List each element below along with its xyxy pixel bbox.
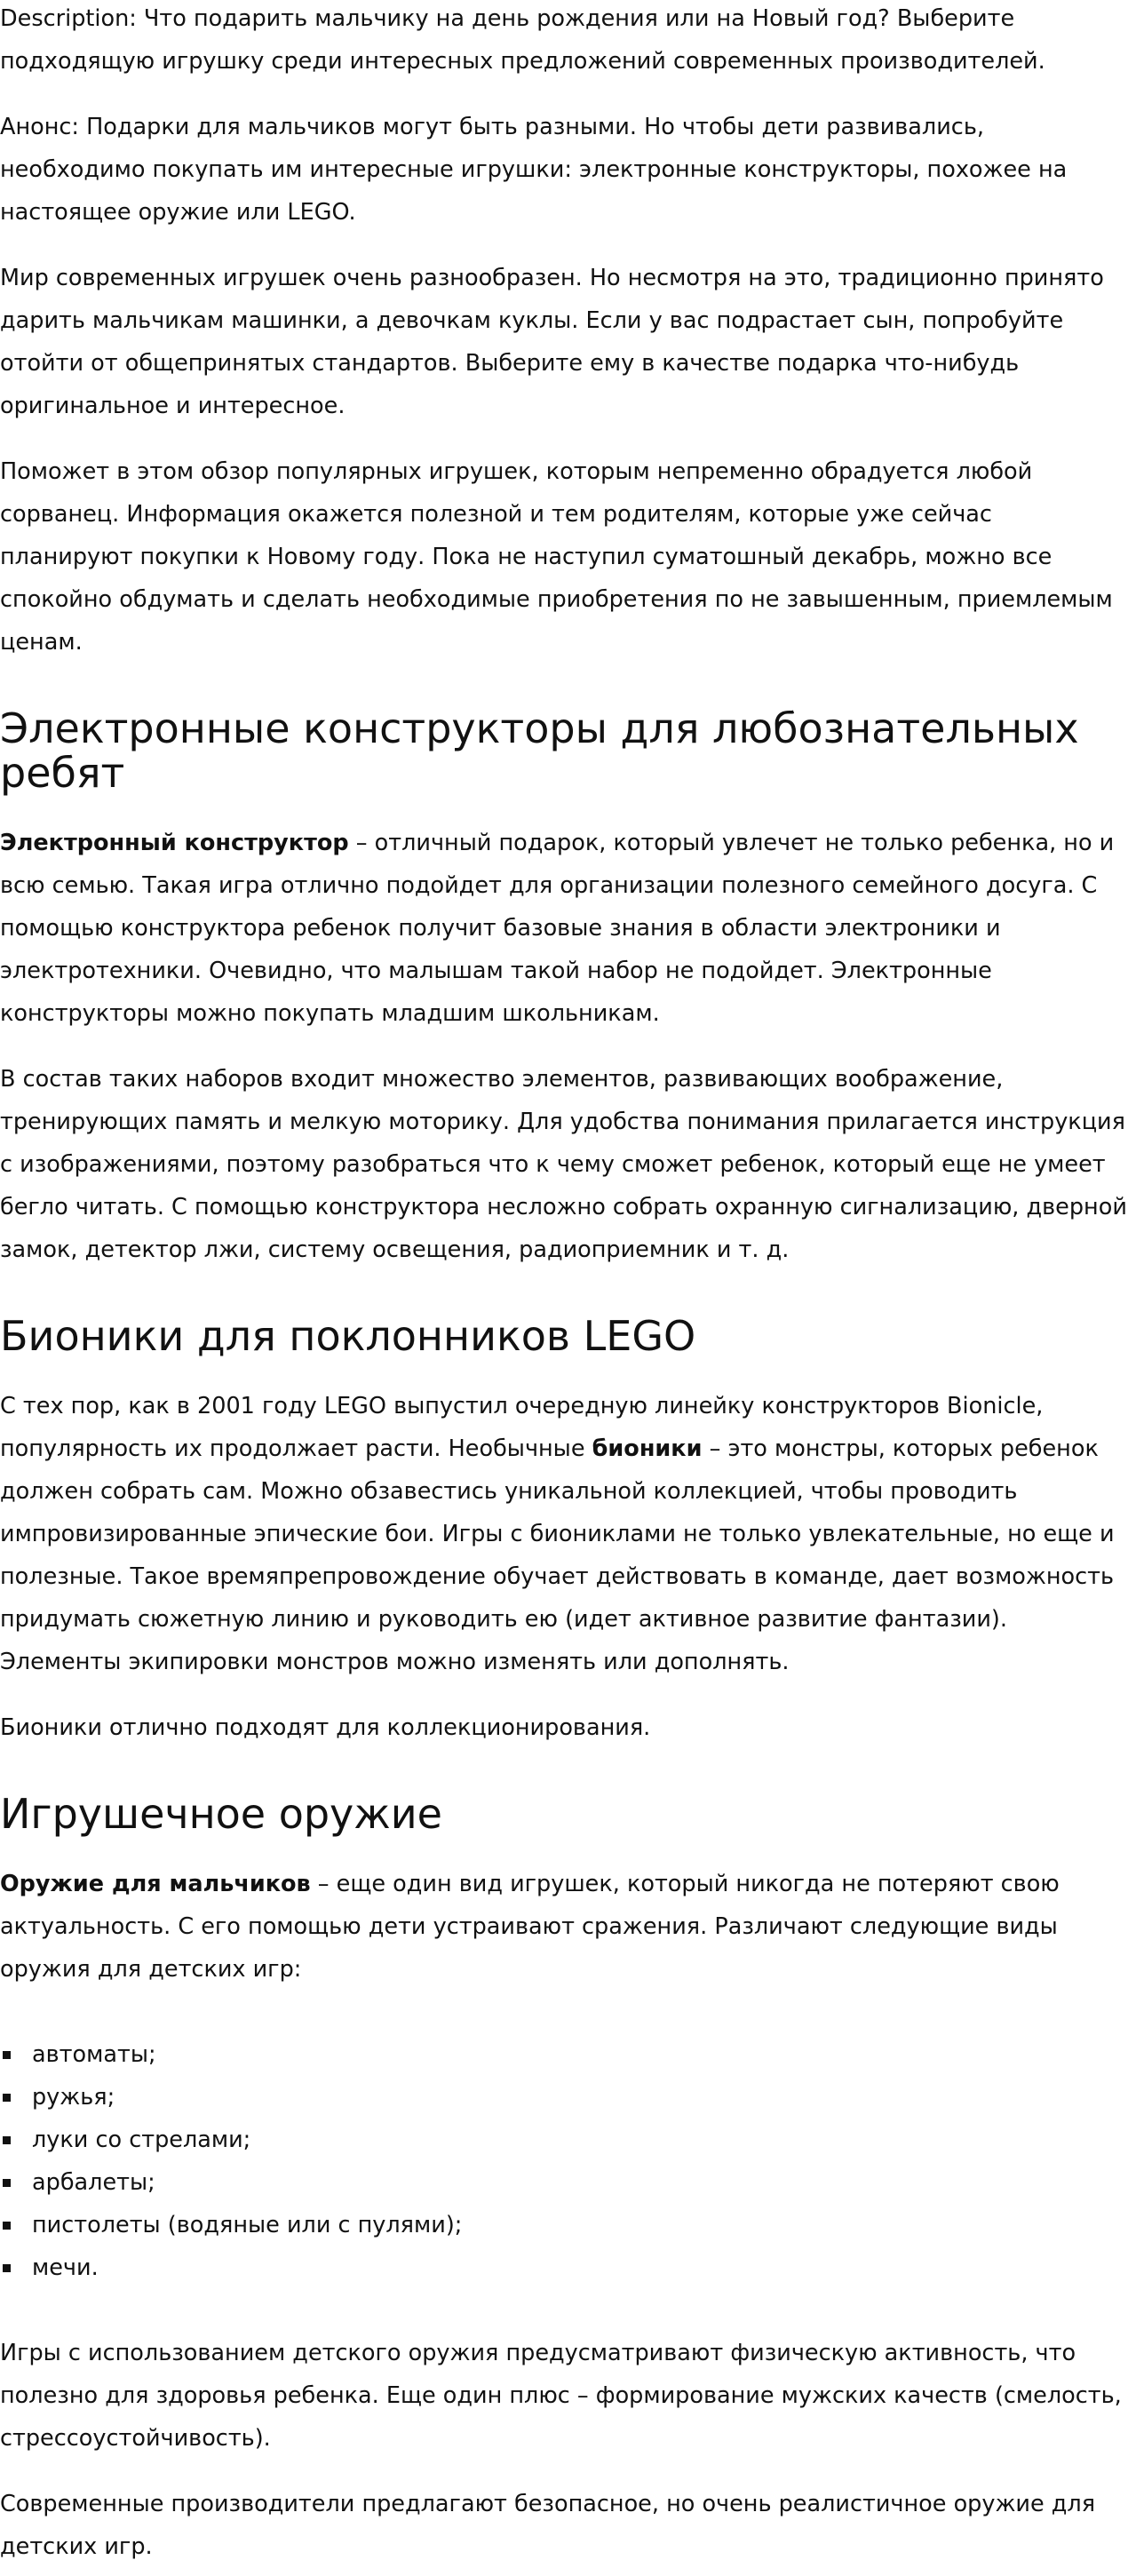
toy-weapons-paragraph-3: Современные производители предлагают безопасное, но очень реалистичное оружие для детских игр. bbox=[0, 2491, 1096, 2560]
bold-term: Электронный конструктор bbox=[0, 830, 349, 856]
paragraph-text: – отличный подарок, который увлечет не только ребенка, но и всю семью. Такая игра отлично подойдет для организации полезного семейного досуга. С помощью конструктора ребенок получит базовые знания в области электроники и электротехники. Очевидно, что малышам такой набор не подойдет. Электронные конструкторы можно покупать младшим школьникам. bbox=[0, 830, 1115, 1027]
description-paragraph: Description: Что подарить мальчику на день рождения или на Новый год? Выберите подходящую игрушку среди интересных предложений современных производителей. bbox=[0, 5, 1045, 75]
electronic-constructor-paragraph-2: В состав таких наборов входит множество элементов, развивающих воображение, тренирующих память и мелкую моторику. Для удобства понимания прилагается инструкция с изображениями, поэтому разобраться что к чему сможет ребенок, который еще не умеет бегло читать. С помощью конструктора несложно собрать охранную сигнализацию, дверной замок, детектор лжи, систему освещения, радиоприемник и т. д. bbox=[0, 1066, 1127, 1263]
paragraph-text: – это монстры, которых ребенок должен собрать сам. Можно обзавестись уникальной коллекцией, чтобы проводить импровизированные эпические бои. Игры с биониклами не только увлекательные, но еще и полезные. Такое времяпрепровождение обучает действовать в команде, дает возможность придумать сюжетную линию и руководить ею (идет активное развитие фантазии). Элементы экипировки монстров можно изменять или дополнять. bbox=[0, 1435, 1115, 1675]
list-item: мечи. bbox=[0, 2246, 1128, 2289]
electronic-constructor-paragraph-1 bbox=[0, 822, 1128, 1035]
section-heading-toy-weapons: Игрушечное оружие bbox=[0, 1790, 442, 1838]
section-heading-bionicle: Бионики для поклонников LEGO bbox=[0, 1312, 696, 1360]
section-heading-electronic-constructors: Электронные конструкторы для любознательных ребят bbox=[0, 704, 1079, 797]
list-item: луки со стрелами; bbox=[0, 2119, 1128, 2161]
announcement-paragraph: Анонс: Подарки для мальчиков могут быть разными. Но чтобы дети развивались, необходимо покупать им интересные игрушки: электронные конструкторы, похожее на настоящее оружие или LEGO. bbox=[0, 114, 1068, 226]
bold-term: Оружие для мальчиков bbox=[0, 1871, 311, 1897]
weapon-types-list bbox=[0, 2033, 1128, 2289]
toy-weapons-paragraph-2: Игры с использованием детского оружия предусматривают физическую активность, что полезно для здоровья ребенка. Еще один плюс – формирование мужских качеств (смелость, стрессоустойчивость). bbox=[0, 2340, 1122, 2452]
list-item: ружья; bbox=[0, 2076, 1128, 2119]
list-item: пистолеты (водяные или с пулями); bbox=[0, 2204, 1128, 2246]
bionicle-paragraph-2: Бионики отлично подходят для коллекционирования. bbox=[0, 1714, 651, 1741]
intro-paragraph-2: Поможет в этом обзор популярных игрушек, которым непременно обрадуется любой сорванец. Информация окажется полезной и тем родителям, которые уже сейчас планируют покупки к Новому году. Пока не наступил суматошный декабрь, можно все спокойно обдумать и сделать необходимые приобретения по не завышенным, приемлемым ценам. bbox=[0, 458, 1113, 656]
list-item: арбалеты; bbox=[0, 2161, 1128, 2204]
bionicle-paragraph-1 bbox=[0, 1385, 1128, 1683]
toy-weapons-paragraph-1 bbox=[0, 1863, 1128, 1991]
bold-term: бионики bbox=[592, 1435, 703, 1462]
paragraph-text: – еще один вид игрушек, который никогда не потеряют свою актуальность. С его помощью дети устраивают сражения. Различают следующие виды оружия для детских игр: bbox=[0, 1871, 1060, 1983]
paragraph-text: С тех пор, как в 2001 году LEGO выпустил очередную линейку конструкторов Bionicle, популярность их продолжает расти. Необычные bbox=[0, 1393, 1044, 1462]
intro-paragraph-1: Мир современных игрушек очень разнообразен. Но несмотря на это, традиционно принято дарить мальчикам машинки, а девочкам куклы. Если у вас подрастает сын, попробуйте отойти от общепринятых стандартов. Выберите ему в качестве подарка что-нибудь оригинальное и интересное. bbox=[0, 265, 1104, 419]
list-item: автоматы; bbox=[0, 2033, 1128, 2076]
